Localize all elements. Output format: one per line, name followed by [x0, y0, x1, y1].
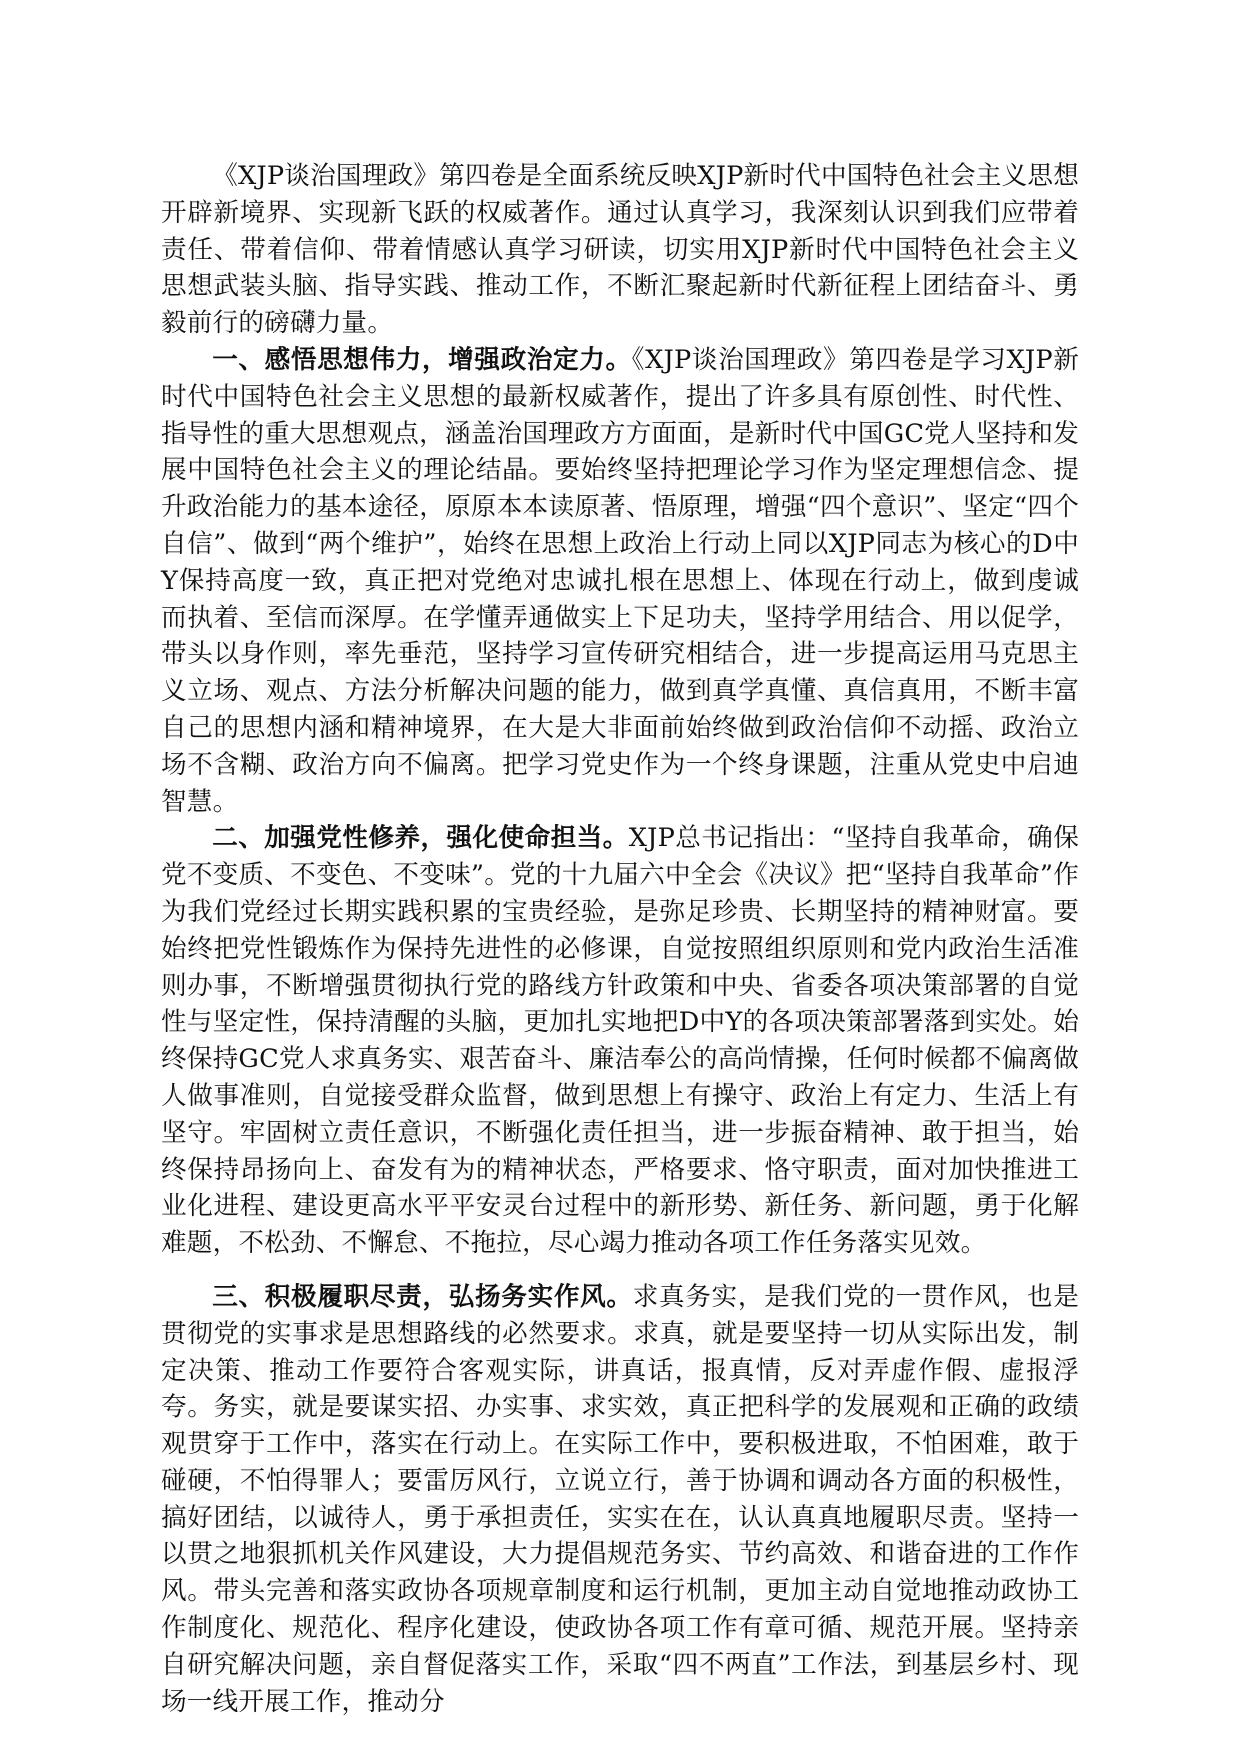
document-body: [161, 158, 1079, 1720]
section-1-paragraph: [161, 342, 1079, 820]
section-2-body: XJP总书记指出：“坚持自我革命，确保党不变质、不变色、不变味”。党的十九届六中全会《决议》把“坚持自我革命”作为我们党经过长期实践积累的宝贵经验，是弥足珍贵、长期坚持的精神财富。要始终把党性锻炼作为保持先进性的必修课，自觉按照组织原则和党内政治生活准则办事，不断增强贯彻执行党的路线方针政策和中央、省委各项决策部署的自觉性与坚定性，保持清醒的头脑，更加扎实地把D中Y的各项决策部署落到实处。始终保持GC党人求真务实、艰苦奋斗、廉洁奉公的高尚情操，任何时候都不偏离做人做事准则，自觉接受群众监督，做到思想上有操守、政治上有定力、生活上有坚守。牢固树立责任意识，不断强化责任担当，进一步振奋精神、敢于担当，始终保持昂扬向上、奋发有为的精神状态，严格要求、恪守职责，面对加快推进工业化进程、建设更高水平平安灵台过程中的新形势、新任务、新问题，勇于化解难题，不松劲、不懈怠、不拖拉，尽心竭力推动各项工作任务落实见效。: [161, 823, 1079, 1259]
section-1-body: 《XJP谈治国理政》第四卷是学习XJP新时代中国特色社会主义思想的最新权威著作，提出了许多具有原创性、时代性、指导性的重大思想观点，涵盖治国理政方方面面，是新时代中国GC党人坚持和发展中国特色社会主义的理论结晶。要始终坚持把理论学习作为坚定理想信念、提升政治能力的基本途径，原原本本读原著、悟原理，增强“四个意识”、坚定“四个自信”、做到“两个维护”，始终在思想上政治上行动上同以XJP同志为核心的D中Y保持高度一致，真正把对党绝对忠诚扎根在思想上、体现在行动上，做到虔诚而执着、至信而深厚。在学懂弄通做实上下足功夫，坚持学用结合、用以促学，带头以身作则，率先垂范，坚持学习宣传研究相结合，进一步提高运用马克思主义立场、观点、方法分析解决问题的能力，做到真学真懂、真信真用，不断丰富自己的思想内涵和精神境界，在大是大非面前始终做到政治信仰不动摇、政治立场不含糊、政治方向不偏离。把学习党史作为一个终身课题，注重从党史中启迪智慧。: [161, 344, 1079, 817]
section-2-paragraph: [161, 820, 1079, 1262]
section-2-heading: 二、加强党性修养，强化使命担当。: [212, 823, 629, 854]
section-1-heading: 一、感悟思想伟力，增强政治定力。: [212, 344, 632, 375]
intro-paragraph: 《XJP谈治国理政》第四卷是全面系统反映XJP新时代中国特色社会主义思想开辟新境界、实现新飞跃的权威著作。通过认真学习，我深刻认识到我们应带着责任、带着信仰、带着情感认真学习研读，切实用XJP新时代中国特色社会主义思想武装头脑、指导实践、推动工作，不断汇聚起新时代新征程上团结奋斗、勇毅前行的磅礴力量。: [161, 161, 1079, 339]
section-3-paragraph: [161, 1279, 1079, 1721]
section-3-body: 求真务实，是我们党的一贯作风，也是贯彻党的实事求是思想路线的必然要求。求真，就是要坚持一切从实际出发，制定决策、推动工作要符合客观实际，讲真话，报真情，反对弄虚作假、虚报浮夸。务实，就是要谋实招、办实事、求实效，真正把科学的发展观和正确的政绩观贯穿于工作中，落实在行动上。在实际工作中，要积极进取，不怕困难，敢于碰硬，不怕得罪人；要雷厉风行，立说立行，善于协调和调动各方面的积极性，搞好团结，以诚待人，勇于承担责任，实实在在，认认真真地履职尽责。坚持一以贯之地狠抓机关作风建设，大力提倡规范务实、节约高效、和谐奋进的工作作风。带头完善和落实政协各项规章制度和运行机制，更加主动自觉地推动政协工作制度化、规范化、程序化建设，使政协各项工作有章可循、规范开展。坚持亲自研究解决问题，亲自督促落实工作，采取“四不两直”工作法，到基层乡村、现场一线开展工作，推动分: [161, 1281, 1080, 1717]
section-3-heading: 三、积极履职尽责，弘扬务实作风。: [212, 1281, 633, 1312]
